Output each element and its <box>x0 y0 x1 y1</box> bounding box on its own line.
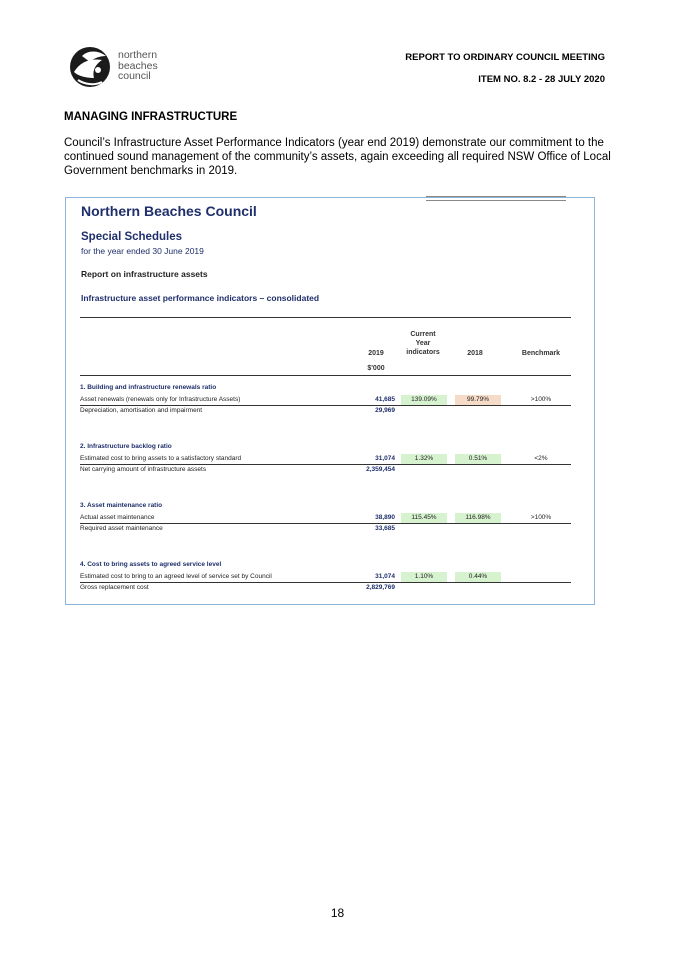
report-name: Report on infrastructure assets <box>81 269 208 279</box>
column-header-current-line: indicators <box>406 349 440 356</box>
column-header-benchmark: Benchmark <box>521 350 561 357</box>
report-organisation: Northern Beaches Council <box>81 203 257 219</box>
prior-year-indicator: 0.44% <box>455 572 501 582</box>
column-header-current-line: Current <box>410 331 436 338</box>
report-period: for the year ended 30 June 2019 <box>81 246 204 256</box>
indicator-group-title: 1. Building and infrastructure renewals ratio <box>80 384 217 391</box>
report-top-rule <box>426 196 566 201</box>
logo-text-line: northern <box>118 49 158 61</box>
denominator-label: Required asset maintenance <box>80 525 163 532</box>
denominator-label: Gross replacement cost <box>80 584 149 591</box>
report-divider <box>80 317 571 318</box>
current-indicator: 1.10% <box>401 572 447 582</box>
numerator-label: Actual asset maintenance <box>80 514 155 521</box>
prior-year-indicator: 116.98% <box>455 513 501 523</box>
denominator-label: Net carrying amount of infrastructure assets <box>80 466 207 473</box>
report-indicators-title: Infrastructure asset performance indicators – consolidated <box>81 293 320 303</box>
numerator-value: 31,074 <box>375 573 395 580</box>
column-header-unit: $'000 <box>367 365 385 372</box>
prior-year-indicator: 0.51% <box>455 454 501 464</box>
infrastructure-report-figure <box>65 197 595 605</box>
report-title: REPORT TO ORDINARY COUNCIL MEETING <box>405 52 605 63</box>
numerator-underline <box>80 582 571 583</box>
intro-paragraph: Council’s Infrastructure Asset Performance Indicators (year end 2019) demonstrate our commitment to the continued sound management of the community’s assets, again exceeding all required NSW Office of Local Government benchmarks in 2019. <box>64 137 611 177</box>
page-number: 18 <box>330 906 345 920</box>
column-header-2019: 2019 <box>368 350 384 357</box>
benchmark-value: <2% <box>534 455 548 462</box>
denominator-value: 29,969 <box>375 407 395 414</box>
current-indicator: 1.32% <box>401 454 447 464</box>
numerator-value: 31,074 <box>375 455 395 462</box>
denominator-value: 2,829,769 <box>366 584 395 591</box>
council-logo-mark-icon <box>68 44 116 90</box>
numerator-value: 41,685 <box>375 396 395 403</box>
benchmark-value: >100% <box>530 514 552 521</box>
indicator-group-title: 3. Asset maintenance ratio <box>80 502 163 509</box>
numerator-label: Estimated cost to bring to an agreed level of service set by Council <box>80 573 272 580</box>
denominator-value: 33,685 <box>375 525 395 532</box>
numerator-underline <box>80 405 571 406</box>
current-indicator: 115.45% <box>401 513 447 523</box>
item-reference: ITEM NO. 8.2 - 28 JULY 2020 <box>478 74 605 85</box>
numerator-underline <box>80 523 571 524</box>
council-logo-wordmark <box>118 50 158 82</box>
numerator-value: 38,890 <box>375 514 395 521</box>
prior-year-indicator: 99.79% <box>455 395 501 405</box>
indicator-group-title: 4. Cost to bring assets to agreed service level <box>80 561 222 568</box>
logo-text-line: beaches <box>118 59 158 72</box>
numerator-label: Estimated cost to bring assets to a satisfactory standard <box>80 455 242 462</box>
benchmark-value: >100% <box>530 396 552 403</box>
denominator-label: Depreciation, amortisation and impairment <box>80 407 203 414</box>
column-header-2018: 2018 <box>467 350 483 357</box>
header-divider <box>80 375 571 376</box>
numerator-underline <box>80 464 571 465</box>
logo-text-line: council <box>118 70 151 82</box>
column-header-current <box>401 330 445 357</box>
numerator-label: Asset renewals (renewals only for Infrastructure Assets) <box>80 396 241 403</box>
council-logo <box>68 44 208 92</box>
section-title: MANAGING INFRASTRUCTURE <box>64 111 238 123</box>
column-header-current-line: Year <box>415 340 431 347</box>
denominator-value: 2,359,454 <box>366 466 395 473</box>
current-indicator: 139.09% <box>401 395 447 405</box>
report-schedule-title: Special Schedules <box>81 231 182 243</box>
indicator-group-title: 2. Infrastructure backlog ratio <box>80 443 172 450</box>
